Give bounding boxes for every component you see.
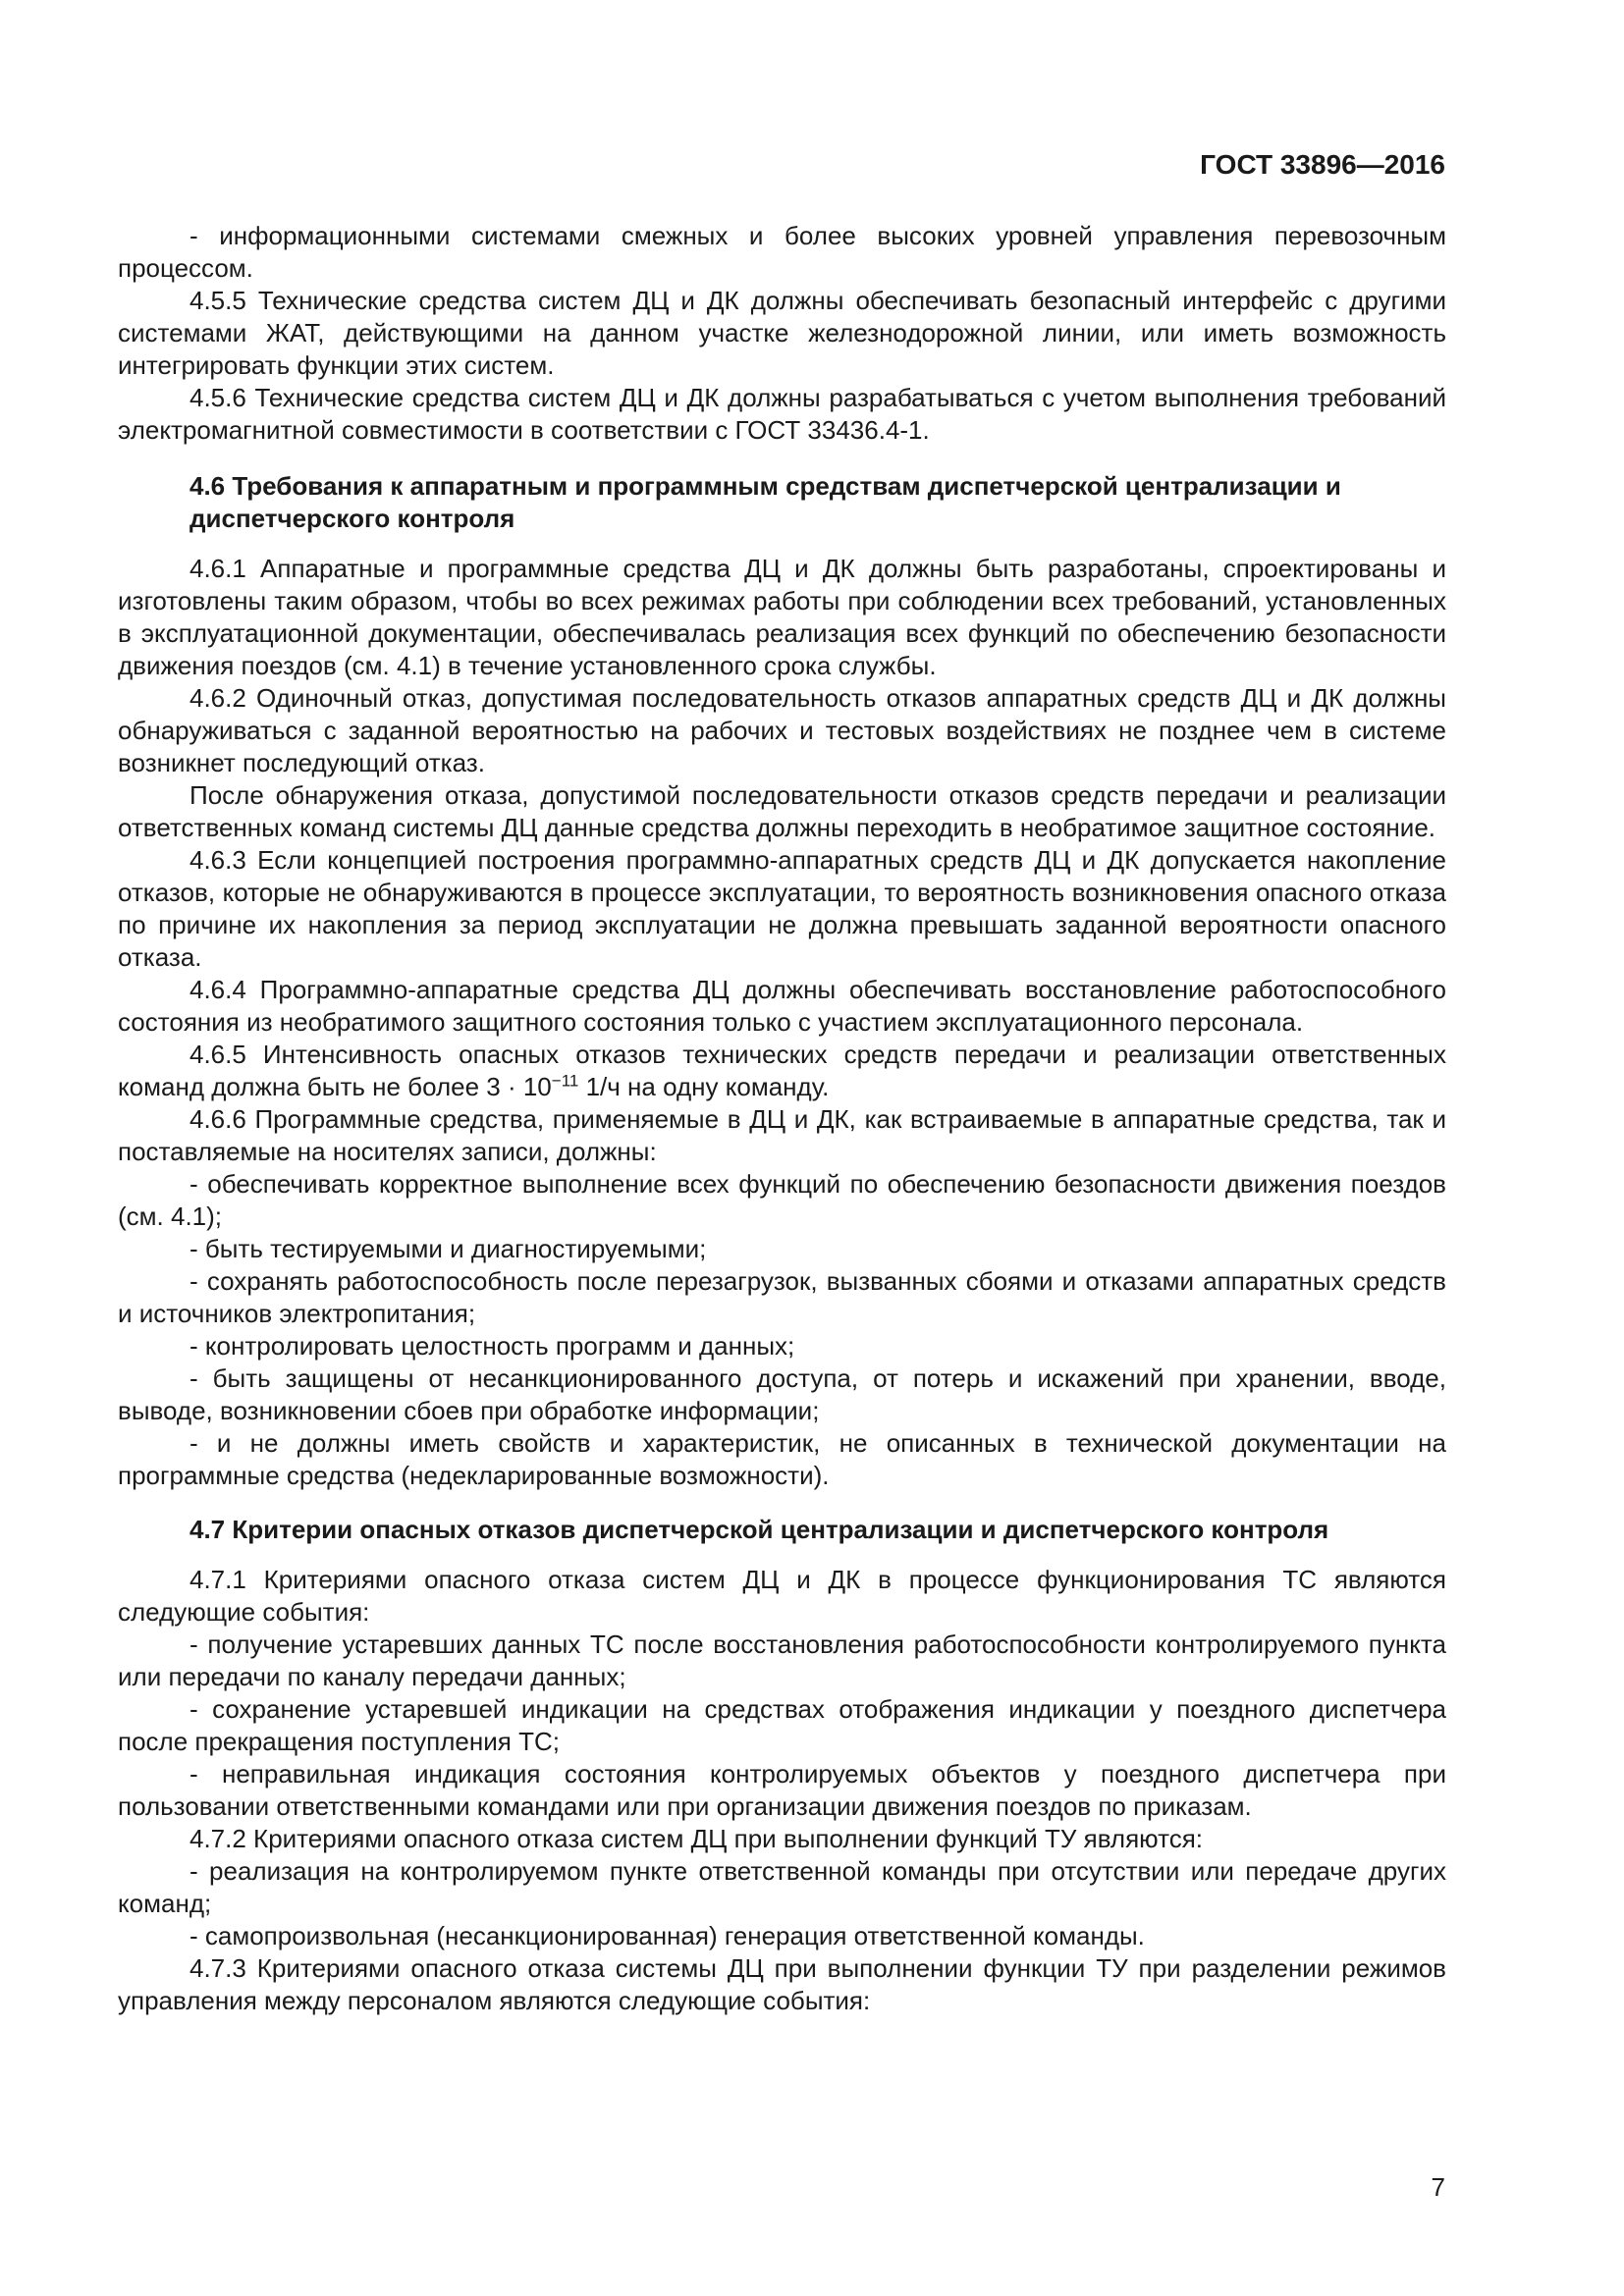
paragraph: 4.6.4 Программно-аппаратные средства ДЦ должны обеспечивать восстановление работоспособного состояния из необратимого защитного состояния только с участием эксплуатационного персонала. (118, 975, 1446, 1037)
paragraph: 4.7.1 Критериями опасного отказа систем ДЦ и ДК в процессе функционирования ТС являются следующие события: (118, 1565, 1446, 1627)
formula-text: 4.6.5 Интенсивность опасных отказов технических средств передачи и реализации ответственных команд должна быть не более 3 · 10 (118, 1040, 1446, 1101)
paragraph: - обеспечивать корректное выполнение всех функций по обеспечению безопасности движения поездов (см. 4.1); (118, 1169, 1446, 1231)
paragraph: - быть защищены от несанкционированного доступа, от потерь и искажений при хранении, вводе, выводе, возникновении сбоев при обработке информации; (118, 1363, 1446, 1425)
paragraph: 4.6.6 Программные средства, применяемые в ДЦ и ДК, как встраиваемые в аппаратные средства, так и поставляемые на носителях записи, должны: (118, 1104, 1446, 1166)
paragraph: - сохранение устаревшей индикации на средствах отображения индикации у поездного диспетчера после прекращения поступления ТС; (118, 1694, 1446, 1756)
paragraph: - сохранять работоспособность после перезагрузок, вызванных сбоями и отказами аппаратных средств и источников электропитания; (118, 1266, 1446, 1328)
paragraph: 4.7.2 Критериями опасного отказа систем ДЦ при выполнении функций ТУ являются: (189, 1824, 1204, 1853)
paragraph: 4.6.2 Одиночный отказ, допустимая последовательность отказов аппаратных средств ДЦ и ДК должны обнаруживаться с заданной вероятностью на рабочих и тестовых воздействиях не позднее чем в системе возникнет последующий отказ. (118, 683, 1446, 777)
section-heading: 4.6 Требования к аппаратным и программным средствам диспетчерской централизации и диспетчерского контроля (189, 471, 1341, 533)
paragraph: - информационными системами смежных и более высоких уровней управления перевозочным процессом. (118, 221, 1446, 283)
page-number: 7 (1431, 2172, 1445, 2202)
paragraph: - контролировать целостность программ и данных; (189, 1331, 795, 1361)
exponent: −11 (551, 1071, 579, 1091)
paragraph: - самопроизвольная (несанкционированная) генерация ответственной команды. (189, 1921, 1145, 1950)
document-header: ГОСТ 33896—2016 (1200, 149, 1445, 180)
paragraph: - неправильная индикация состояния контролируемых объектов у поездного диспетчера при пользовании ответственными командами или при организации движения поездов по приказам. (118, 1759, 1446, 1821)
document-body (118, 220, 1446, 2017)
paragraph: - быть тестируемыми и диагностируемыми; (189, 1234, 707, 1263)
paragraph: После обнаружения отказа, допустимой последовательности отказов средств передачи и реализации ответственных команд системы ДЦ данные средства должны переходить в необратимое защитное состояние. (118, 780, 1446, 842)
paragraph (118, 1039, 1446, 1103)
section-heading: 4.7 Критерии опасных отказов диспетчерской централизации и диспетчерского контроля (189, 1515, 1329, 1544)
paragraph: 4.7.3 Критериями опасного отказа системы ДЦ при выполнении функции ТУ при разделении режимов управления между персоналом являются следующие события: (118, 1953, 1446, 2015)
paragraph: - и не должны иметь свойств и характеристик, не описанных в технической документации на программные средства (недекларированные возможности). (118, 1428, 1446, 1490)
paragraph: - реализация на контролируемом пункте ответственной команды при отсутствии или передаче других команд; (118, 1856, 1446, 1918)
paragraph: - получение устаревших данных ТС после восстановления работоспособности контролируемого пункта или передачи по каналу передачи данных; (118, 1629, 1446, 1691)
paragraph: 4.6.1 Аппаратные и программные средства ДЦ и ДК должны быть разработаны, спроектированы и изготовлены таким образом, чтобы во всех режимах работы при соблюдении всех требований, установленных в эксплуатационной документации, обеспечивалась реализация всех функций по обеспечению безопасности движения поездов (см. 4.1) в течение установленного срока службы. (118, 554, 1446, 680)
paragraph: 4.6.3 Если концепцией построения программно-аппаратных средств ДЦ и ДК допускается накопление отказов, которые не обнаруживаются в процессе эксплуатации, то вероятность возникновения опасного отказа по причине их накопления за период эксплуатации не должна превышать заданной вероятности опасного отказа. (118, 845, 1446, 972)
paragraph: 4.5.6 Технические средства систем ДЦ и ДК должны разрабатываться с учетом выполнения требований электромагнитной совместимости в соответствии с ГОСТ 33436.4-1. (118, 383, 1446, 445)
paragraph: 4.5.5 Технические средства систем ДЦ и ДК должны обеспечивать безопасный интерфейс с другими системами ЖАТ, действующими на данном участке железнодорожной линии, или иметь возможность интегрировать функции этих систем. (118, 286, 1446, 380)
formula-text-end: 1/ч на одну команду. (578, 1072, 830, 1101)
